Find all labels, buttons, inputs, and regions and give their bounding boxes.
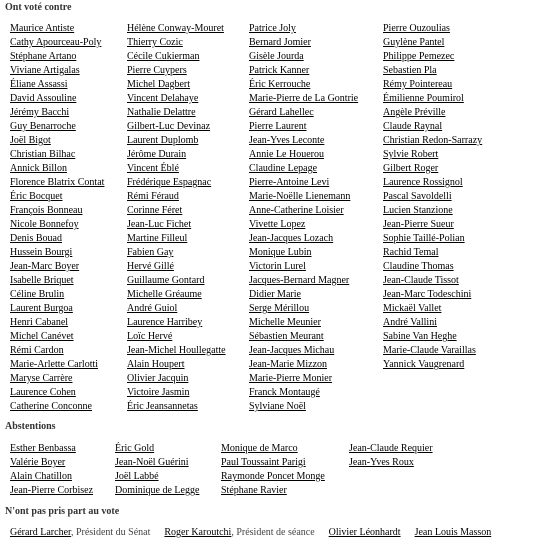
senator-link[interactable]: Frédérique Espagnac bbox=[127, 177, 212, 188]
senator-link[interactable]: Jérôme Durain bbox=[127, 149, 187, 160]
senator-link[interactable]: Hervé Gillé bbox=[127, 261, 174, 272]
senator-link[interactable]: Jean-Noël Guérini bbox=[115, 457, 189, 468]
senator-link[interactable]: Claudine Lepage bbox=[249, 163, 318, 174]
senator-link[interactable]: Viviane Artigalas bbox=[10, 65, 80, 76]
non-pris-part-item bbox=[10, 527, 150, 538]
senator-link[interactable]: Jean-Pierre Sueur bbox=[383, 219, 454, 230]
senator-link[interactable]: Gérard Lahellec bbox=[249, 107, 314, 118]
senator-link[interactable]: Yannick Vaugrenard bbox=[383, 359, 465, 370]
senator-link[interactable]: David Assouline bbox=[10, 93, 77, 104]
senator-link[interactable]: Cathy Apourceau-Poly bbox=[10, 37, 102, 48]
senator-link[interactable]: André Guiol bbox=[127, 303, 178, 314]
senator-link[interactable]: Michelle Gréaume bbox=[127, 289, 202, 300]
senator-link[interactable]: Guillaume Gontard bbox=[127, 275, 205, 286]
non-pris-part-row bbox=[10, 527, 505, 538]
senator-link[interactable]: Jean-Yves Roux bbox=[349, 457, 414, 468]
senator-link[interactable]: Pierre Ouzoulias bbox=[383, 23, 450, 34]
senator-link[interactable]: Marie-Pierre de La Gontrie bbox=[249, 93, 359, 104]
senator-link[interactable]: Émilienne Poumirol bbox=[383, 93, 464, 104]
senator-link[interactable]: Jean-Jacques Lozach bbox=[249, 233, 334, 244]
senator-link[interactable]: Dominique de Legge bbox=[115, 485, 200, 496]
senator-link[interactable]: Laurence Rossignol bbox=[383, 177, 463, 188]
senator-link[interactable]: Rémi Féraud bbox=[127, 191, 179, 202]
senator-link[interactable]: Guy Benarroche bbox=[10, 121, 76, 132]
senator-link[interactable]: Nicole Bonnefoy bbox=[10, 219, 79, 230]
senator-link[interactable]: Esther Benbassa bbox=[10, 443, 76, 454]
senator-link[interactable]: Olivier Léonhardt bbox=[328, 527, 401, 538]
role-text: , Président du Sénat bbox=[70, 527, 151, 538]
senator-link[interactable]: Hélène Conway-Mouret bbox=[127, 23, 224, 34]
senator-link[interactable]: Jean-Michel Houllegatte bbox=[127, 345, 226, 356]
senator-link[interactable]: Patrice Joly bbox=[249, 23, 296, 34]
senator-link[interactable]: Jean-Marc Boyer bbox=[10, 261, 80, 272]
contre-column-4 bbox=[383, 22, 482, 372]
senator-link[interactable]: Jérémy Bacchi bbox=[10, 107, 70, 118]
senator-link[interactable]: Alain Houpert bbox=[127, 359, 185, 370]
senator-link[interactable]: Cécile Cukierman bbox=[127, 51, 200, 62]
senator-link[interactable]: Monique Lubin bbox=[249, 247, 312, 258]
senator-link[interactable]: Victoire Jasmin bbox=[127, 387, 190, 398]
senator-link[interactable]: Michelle Meunier bbox=[249, 317, 321, 328]
senator-link[interactable]: Catherine Conconne bbox=[10, 401, 92, 412]
senator-link[interactable]: Maryse Carrère bbox=[10, 373, 73, 384]
heading-abstentions: Abstentions bbox=[5, 421, 56, 432]
senator-link[interactable]: Claude Raynal bbox=[383, 121, 443, 132]
role-text: , Président de séance bbox=[231, 527, 315, 538]
senator-link[interactable]: Joël Bigot bbox=[10, 135, 51, 146]
senator-link[interactable]: Sébastien Meurant bbox=[249, 331, 324, 342]
senator-link[interactable]: André Vallini bbox=[383, 317, 437, 328]
senator-link[interactable]: Olivier Jacquin bbox=[127, 373, 189, 384]
senator-link[interactable]: Marie-Noëlle Lienemann bbox=[249, 191, 351, 202]
senator-link[interactable]: Éliane Assassi bbox=[10, 79, 68, 90]
senator-link[interactable]: Stéphane Artano bbox=[10, 51, 77, 62]
heading-contre: Ont voté contre bbox=[5, 2, 72, 13]
senator-link[interactable]: Sebastien Pla bbox=[383, 65, 437, 76]
senator-link[interactable]: Jacques-Bernard Magner bbox=[249, 275, 350, 286]
senator-link[interactable]: Annick Billon bbox=[10, 163, 67, 174]
senator-link[interactable]: Martine Filleul bbox=[127, 233, 188, 244]
senator-link[interactable]: Bernard Jomier bbox=[249, 37, 311, 48]
contre-column-2 bbox=[127, 22, 226, 414]
senator-link[interactable]: Jean Louis Masson bbox=[414, 527, 492, 538]
abstentions-column-4 bbox=[349, 442, 433, 470]
senator-link[interactable]: Jean-Luc Fichet bbox=[127, 219, 192, 230]
contre-column-3 bbox=[249, 22, 358, 414]
senator-link[interactable]: Paul Toussaint Parigi bbox=[221, 457, 306, 468]
senator-link[interactable]: Claudine Thomas bbox=[383, 261, 454, 272]
senator-link[interactable]: Vincent Delahaye bbox=[127, 93, 199, 104]
senator-link[interactable]: Guylène Pantel bbox=[383, 37, 445, 48]
senator-link[interactable]: Jean-Marc Todeschini bbox=[383, 289, 472, 300]
contre-column-1 bbox=[10, 22, 104, 414]
senator-link[interactable]: Florence Blatrix Contat bbox=[10, 177, 105, 188]
senator-link[interactable]: Éric Bocquet bbox=[10, 191, 63, 202]
senator-link[interactable]: Alain Chatillon bbox=[10, 471, 72, 482]
senator-link[interactable]: Thierry Cozic bbox=[127, 37, 183, 48]
senator-link[interactable]: Pascal Savoldelli bbox=[383, 191, 452, 202]
senator-link[interactable]: Sylviane Noël bbox=[249, 401, 306, 412]
senator-link[interactable]: Michel Canévet bbox=[10, 331, 74, 342]
senator-link[interactable]: Lucien Stanzione bbox=[383, 205, 453, 216]
senator-link[interactable]: Angèle Préville bbox=[383, 107, 446, 118]
senator-link[interactable]: Hussein Bourgi bbox=[10, 247, 73, 258]
senator-link[interactable]: Laurence Cohen bbox=[10, 387, 76, 398]
senator-link[interactable]: Jean-Jacques Michau bbox=[249, 345, 335, 356]
senator-link[interactable]: Isabelle Briquet bbox=[10, 275, 74, 286]
abstentions-column-2 bbox=[115, 442, 199, 498]
senator-link[interactable]: Vivette Lopez bbox=[249, 219, 306, 230]
senator-link[interactable]: Victorin Lurel bbox=[249, 261, 306, 272]
senator-link[interactable]: Céline Brulin bbox=[10, 289, 65, 300]
senator-link[interactable]: Christian Redon-Sarrazy bbox=[383, 135, 483, 146]
senator-link[interactable]: Gisèle Jourda bbox=[249, 51, 304, 62]
abstentions-column-3 bbox=[221, 442, 325, 498]
senator-link[interactable]: Sylvie Robert bbox=[383, 149, 439, 160]
senator-link[interactable]: Philippe Pemezec bbox=[383, 51, 455, 62]
senator-link[interactable]: Corinne Féret bbox=[127, 205, 183, 216]
senator-link[interactable]: Raymonde Poncet Monge bbox=[221, 471, 325, 482]
senator-link[interactable]: Gilbert Roger bbox=[383, 163, 439, 174]
senator-link[interactable]: Michel Dagbert bbox=[127, 79, 191, 90]
senator-link[interactable]: Joël Labbé bbox=[115, 471, 159, 482]
abstentions-column-1 bbox=[10, 442, 93, 498]
non-pris-part-item bbox=[329, 527, 401, 538]
senator-link[interactable]: Serge Mérillou bbox=[249, 303, 310, 314]
non-pris-part-item bbox=[164, 527, 314, 538]
senator-link[interactable]: Vincent Éblé bbox=[127, 163, 179, 174]
senator-link[interactable]: Henri Cabanel bbox=[10, 317, 69, 328]
senator-link[interactable]: Jean-Claude Requier bbox=[349, 443, 433, 454]
non-pris-part-item bbox=[415, 527, 492, 538]
senator-link[interactable]: Marie-Claude Varaillas bbox=[383, 345, 476, 356]
senator-link[interactable]: Éric Jeansannetas bbox=[127, 401, 198, 412]
senator-link[interactable]: Rémy Pointereau bbox=[383, 79, 453, 90]
senator-link[interactable]: Patrick Kanner bbox=[249, 65, 310, 76]
senator-link[interactable]: Fabien Gay bbox=[127, 247, 174, 258]
senator-link[interactable]: Mickaël Vallet bbox=[383, 303, 442, 314]
senator-link[interactable]: Christian Bilhac bbox=[10, 149, 76, 160]
senator-link[interactable]: Annie Le Houerou bbox=[249, 149, 324, 160]
senator-link[interactable]: Laurence Harribey bbox=[127, 317, 203, 328]
senator-link[interactable]: Didier Marie bbox=[249, 289, 301, 300]
senator-link[interactable]: Laurent Duplomb bbox=[127, 135, 199, 146]
senator-link[interactable]: Gérard Larcher bbox=[10, 527, 71, 538]
senator-link[interactable]: Valérie Boyer bbox=[10, 457, 66, 468]
senator-link[interactable]: Laurent Burgoa bbox=[10, 303, 73, 314]
senator-link[interactable]: Jean-Claude Tissot bbox=[383, 275, 459, 286]
senator-link[interactable]: Éric Gold bbox=[115, 443, 155, 454]
senator-link[interactable]: Pierre-Antoine Levi bbox=[249, 177, 330, 188]
senator-link[interactable]: Nathalie Delattre bbox=[127, 107, 196, 118]
senator-link[interactable]: Jean-Marie Mizzon bbox=[249, 359, 328, 370]
senator-link[interactable]: Pierre Laurent bbox=[249, 121, 307, 132]
senator-link[interactable]: Marie-Arlette Carlotti bbox=[10, 359, 99, 370]
senator-link[interactable]: Franck Montaugé bbox=[249, 387, 320, 398]
senator-link[interactable]: Jean-Pierre Corbisez bbox=[10, 485, 94, 496]
senator-link[interactable]: Roger Karoutchi bbox=[164, 527, 232, 538]
senator-link[interactable]: Sophie Taillé-Polian bbox=[383, 233, 465, 244]
senator-link[interactable]: Stéphane Ravier bbox=[221, 485, 287, 496]
senator-link[interactable]: Gilbert-Luc Devinaz bbox=[127, 121, 211, 132]
senator-link[interactable]: Maurice Antiste bbox=[10, 23, 75, 34]
senator-link[interactable]: Jean-Yves Leconte bbox=[249, 135, 325, 146]
senator-link[interactable]: Denis Bouad bbox=[10, 233, 62, 244]
senator-link[interactable]: Éric Kerrouche bbox=[249, 79, 311, 90]
senator-link[interactable]: Rachid Temal bbox=[383, 247, 439, 258]
senator-link[interactable]: Marie-Pierre Monier bbox=[249, 373, 333, 384]
senator-link[interactable]: Rémi Cardon bbox=[10, 345, 64, 356]
senator-link[interactable]: François Bonneau bbox=[10, 205, 83, 216]
heading-non-pris-part: N'ont pas pris part au vote bbox=[5, 506, 120, 517]
senator-link[interactable]: Sabine Van Heghe bbox=[383, 331, 457, 342]
senator-link[interactable]: Loïc Hervé bbox=[127, 331, 173, 342]
senator-link[interactable]: Pierre Cuypers bbox=[127, 65, 187, 76]
senator-link[interactable]: Monique de Marco bbox=[221, 443, 298, 454]
senator-link[interactable]: Anne-Catherine Loisier bbox=[249, 205, 344, 216]
